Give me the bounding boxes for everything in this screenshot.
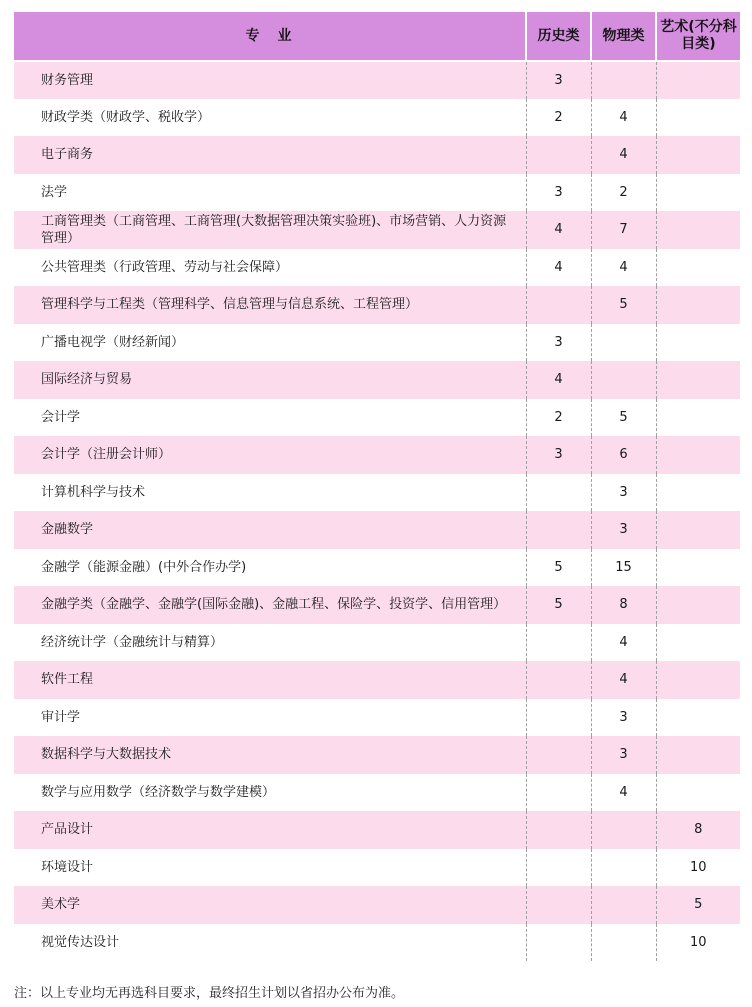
cell-major: 审计学 <box>14 699 526 737</box>
table-row <box>14 399 740 437</box>
table-row <box>14 699 740 737</box>
cell-art <box>656 61 740 99</box>
table-row <box>14 474 740 512</box>
cell-art <box>656 586 740 624</box>
cell-physics: 4 <box>591 774 656 812</box>
table-row <box>14 286 740 324</box>
cell-art <box>656 661 740 699</box>
cell-art: 10 <box>656 924 740 962</box>
table-body <box>14 61 740 961</box>
cell-physics: 3 <box>591 736 656 774</box>
cell-physics: 3 <box>591 511 656 549</box>
cell-physics: 7 <box>591 211 656 249</box>
cell-physics: 8 <box>591 586 656 624</box>
cell-history <box>526 774 591 812</box>
cell-art <box>656 774 740 812</box>
cell-art: 5 <box>656 886 740 924</box>
cell-art <box>656 174 740 212</box>
column-header-physics: 物理类 <box>591 12 656 61</box>
cell-history: 4 <box>526 249 591 287</box>
cell-physics: 4 <box>591 624 656 662</box>
table-row <box>14 511 740 549</box>
cell-history: 3 <box>526 324 591 362</box>
cell-major: 会计学（注册会计师） <box>14 436 526 474</box>
cell-physics: 4 <box>591 136 656 174</box>
cell-major: 数据科学与大数据技术 <box>14 736 526 774</box>
cell-art <box>656 736 740 774</box>
cell-physics: 5 <box>591 286 656 324</box>
cell-physics: 3 <box>591 699 656 737</box>
cell-major: 经济统计学（金融统计与精算） <box>14 624 526 662</box>
table-row <box>14 324 740 362</box>
cell-physics <box>591 924 656 962</box>
cell-major: 数学与应用数学（经济数学与数学建模） <box>14 774 526 812</box>
enrollment-plan-table-wrapper <box>14 12 740 961</box>
cell-major: 计算机科学与技术 <box>14 474 526 512</box>
cell-major: 软件工程 <box>14 661 526 699</box>
footnote: 注：以上专业均无再选科目要求，最终招生计划以省招办公布为准。 <box>14 986 405 1001</box>
cell-history: 4 <box>526 361 591 399</box>
table-row <box>14 736 740 774</box>
cell-major: 财务管理 <box>14 61 526 99</box>
cell-physics: 4 <box>591 249 656 287</box>
cell-art <box>656 549 740 587</box>
cell-art <box>656 249 740 287</box>
cell-physics: 15 <box>591 549 656 587</box>
cell-physics <box>591 361 656 399</box>
cell-art <box>656 474 740 512</box>
cell-physics <box>591 324 656 362</box>
cell-major: 环境设计 <box>14 849 526 887</box>
cell-major: 金融学类（金融学、金融学(国际金融)、金融工程、保险学、投资学、信用管理） <box>14 586 526 624</box>
cell-history <box>526 511 591 549</box>
column-header-major: 专业 <box>14 12 526 61</box>
cell-physics <box>591 61 656 99</box>
table-header-row <box>14 12 740 61</box>
table-row <box>14 61 740 99</box>
cell-history <box>526 811 591 849</box>
table-row <box>14 549 740 587</box>
table-row <box>14 249 740 287</box>
cell-physics <box>591 811 656 849</box>
table-row <box>14 99 740 137</box>
cell-art: 10 <box>656 849 740 887</box>
cell-history <box>526 474 591 512</box>
cell-art <box>656 399 740 437</box>
cell-major: 广播电视学（财经新闻） <box>14 324 526 362</box>
cell-history: 5 <box>526 586 591 624</box>
cell-physics <box>591 849 656 887</box>
cell-history: 4 <box>526 211 591 249</box>
cell-art <box>656 511 740 549</box>
cell-major: 公共管理类（行政管理、劳动与社会保障） <box>14 249 526 287</box>
cell-major: 国际经济与贸易 <box>14 361 526 399</box>
cell-major: 视觉传达设计 <box>14 924 526 962</box>
enrollment-plan-table <box>14 12 740 961</box>
cell-major: 工商管理类（工商管理、工商管理(大数据管理决策实验班)、市场营销、人力资源管理） <box>14 211 526 249</box>
table-row <box>14 774 740 812</box>
cell-history <box>526 736 591 774</box>
cell-art <box>656 361 740 399</box>
table-header <box>14 12 740 61</box>
column-header-history: 历史类 <box>526 12 591 61</box>
cell-major: 法学 <box>14 174 526 212</box>
table-row <box>14 849 740 887</box>
cell-history <box>526 136 591 174</box>
table-row <box>14 624 740 662</box>
cell-history <box>526 286 591 324</box>
cell-major: 电子商务 <box>14 136 526 174</box>
column-header-art: 艺术(不分科目类) <box>656 12 740 61</box>
table-row <box>14 211 740 249</box>
cell-history <box>526 924 591 962</box>
cell-major: 美术学 <box>14 886 526 924</box>
table-row <box>14 136 740 174</box>
cell-physics: 2 <box>591 174 656 212</box>
cell-art <box>656 436 740 474</box>
cell-physics: 3 <box>591 474 656 512</box>
cell-art: 8 <box>656 811 740 849</box>
cell-history: 5 <box>526 549 591 587</box>
cell-art <box>656 286 740 324</box>
table-row <box>14 661 740 699</box>
cell-major: 金融数学 <box>14 511 526 549</box>
cell-history <box>526 699 591 737</box>
cell-history: 3 <box>526 174 591 212</box>
cell-art <box>656 699 740 737</box>
table-row <box>14 886 740 924</box>
cell-physics <box>591 886 656 924</box>
cell-physics: 4 <box>591 99 656 137</box>
cell-history: 3 <box>526 61 591 99</box>
cell-history <box>526 661 591 699</box>
cell-history: 2 <box>526 99 591 137</box>
cell-physics: 5 <box>591 399 656 437</box>
cell-art <box>656 136 740 174</box>
table-row <box>14 361 740 399</box>
cell-physics: 4 <box>591 661 656 699</box>
table-row <box>14 436 740 474</box>
cell-major: 会计学 <box>14 399 526 437</box>
table-row <box>14 174 740 212</box>
cell-physics: 6 <box>591 436 656 474</box>
table-row <box>14 586 740 624</box>
cell-major: 产品设计 <box>14 811 526 849</box>
cell-major: 财政学类（财政学、税收学） <box>14 99 526 137</box>
cell-history: 2 <box>526 399 591 437</box>
cell-major: 金融学（能源金融）(中外合作办学) <box>14 549 526 587</box>
cell-history <box>526 849 591 887</box>
table-row <box>14 811 740 849</box>
cell-art <box>656 324 740 362</box>
cell-art <box>656 99 740 137</box>
cell-history: 3 <box>526 436 591 474</box>
cell-art <box>656 624 740 662</box>
cell-art <box>656 211 740 249</box>
table-row <box>14 924 740 962</box>
cell-history <box>526 886 591 924</box>
cell-major: 管理科学与工程类（管理科学、信息管理与信息系统、工程管理） <box>14 286 526 324</box>
cell-history <box>526 624 591 662</box>
